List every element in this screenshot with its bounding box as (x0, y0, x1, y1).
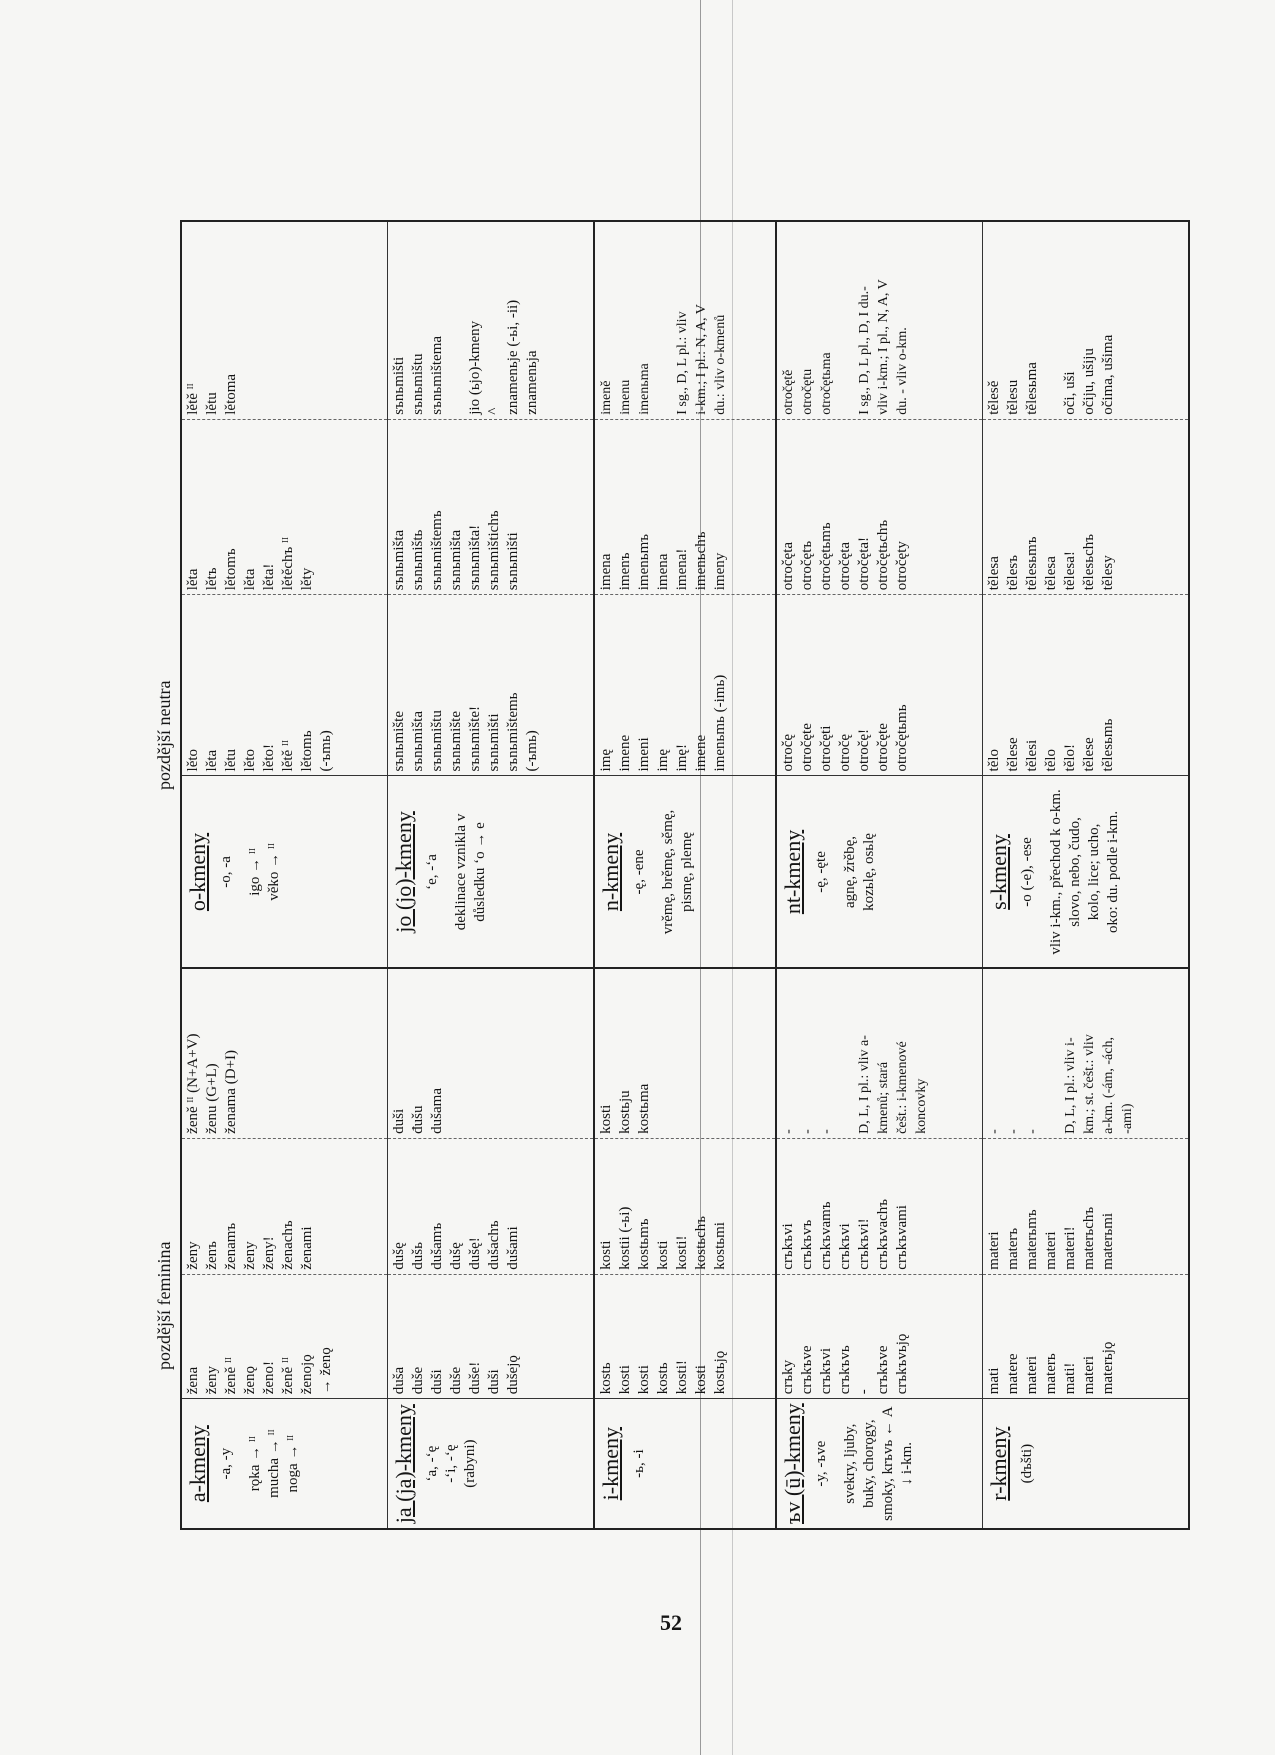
stem-title: nt-kmeny (780, 829, 806, 915)
neu-du-cell: sъnьmišti sъnьmištu sъnьmištema jio (ьjo)-kmeny ^ znamenьje (-ьi, -ii) znamenьja (387, 221, 593, 419)
neu-pl-cell: sъnьmišta sъnьmištь sъnьmištemъ sъnьmišta sъnьmišta! sъnьmištichъ sъnьmišti (387, 419, 593, 595)
stem-ending: -y, -ъve (813, 1440, 830, 1487)
header-feminina: pozdější feminina (154, 1241, 174, 1370)
neu-sg-cell: otročę otročęte otročęti otročę otročę! otročęte otročętьmь (776, 595, 982, 776)
neu-label-cell (594, 776, 776, 969)
fem-label-cell (181, 1399, 387, 1529)
fem-du-cell: ženě ᴵᴵ (N+A+V) ženu (G+L) ženama (D+I) (181, 968, 387, 1138)
neu-du-cell: lětě ᴵᴵ lětu lětoma (181, 221, 387, 419)
fem-pl-cell: dušę dušь dušamъ dušę dušę! dušachъ dušami (387, 1138, 593, 1274)
stem-ending: ‘e, -‘a (423, 854, 440, 890)
table-row (983, 221, 1190, 1529)
neu-pl-cell: imena imenъ imenьmъ imena imena! imenьchъ imeny (594, 419, 776, 595)
stem-title: ja (ja)-kmeny (390, 1404, 416, 1524)
stem-title: n-kmeny (597, 832, 623, 912)
stem-title: a-kmeny (185, 1425, 210, 1503)
neu-sg-cell: lěto lěta lětu lěto lěto! lětě ᴵᴵ lětomь (-ъmь) (181, 595, 387, 776)
stem-ending: -o, -a (218, 856, 234, 888)
stem-title: s-kmeny (986, 834, 1011, 910)
stem-ending: -ę, -ęte (813, 851, 830, 893)
page-number: 52 (660, 1610, 682, 1635)
stem-note: agnę, žrěbę, kozьlę, osьlę (842, 833, 878, 911)
stem-ending: (dъšti) (1019, 1443, 1035, 1484)
header-neutra: pozdější neutra (154, 680, 174, 790)
stem-title: jo (jo)-kmeny (390, 811, 416, 933)
neu-sg-cell: imę imene imeni imę imę! imene imenьmь (-imь) (594, 595, 776, 776)
fem-du-cell: - - - D, L, I pl.: vliv a- kmenů; stará češt.: i-kmenové koncovky (776, 968, 982, 1138)
neu-pl-cell: lěta lětъ lětomъ lěta lěta! lětěchъ ᴵᴵ lěty (181, 419, 387, 595)
fem-sg-cell: mati matere materi materь mati! materi materьjǫ (983, 1274, 1190, 1399)
fem-pl-cell: kosti kostii (-ьi) kostьmъ kosti kosti! kostьchъ kostьmi (594, 1138, 776, 1274)
table-row (776, 221, 982, 1529)
stem-note: vrěmę, brěmę, sěmę, pismę, plemę (659, 809, 695, 935)
neu-du-cell: tělesě tělesu tělesьma oči, uši očiju, ušiju očima, ušima (983, 221, 1190, 419)
table-row (181, 221, 387, 1529)
stem-title: r-kmeny (986, 1426, 1011, 1501)
neu-sg-cell: sъnьmište sъnьmišta sъnьmištu sъnьmište sъnьmište! sъnьmišti sъnьmištemь (-ъmь) (387, 595, 593, 776)
neu-label-cell (181, 776, 387, 969)
fem-sg-cell: kostь kosti kosti kostь kosti! kosti kostьjǫ (594, 1274, 776, 1399)
fem-du-cell: duši đušu dušama (387, 968, 593, 1138)
declension-table-page (154, 220, 1190, 1530)
stem-note: svekry, ljuby, buky, chorǫgy, smoky, krъvь ← A ↓ i-km. (842, 1406, 916, 1521)
stem-ending: -ь, -i (630, 1449, 647, 1478)
stem-ending: -ę, -ene (630, 849, 647, 895)
fem-label-cell (594, 1399, 776, 1529)
table-row (387, 221, 593, 1529)
fem-du-cell: - - - D, L, I pl.: vliv i- km.; st. češt.: vliv a-km. (-ám, -ách, -ami) (983, 968, 1190, 1138)
stem-ending: -o (-e), -ese (1019, 837, 1035, 907)
stem-ending: -a, -y (218, 1447, 234, 1480)
stem-note: deklinace vznikla v důsledku ‘o → e (452, 813, 488, 931)
neu-label-cell (387, 776, 593, 969)
neu-label-cell (776, 776, 982, 969)
stem-title: i-kmeny (597, 1426, 623, 1501)
neu-sg-cell: tělo tělese tělesi tělo tělo! tělese tělesьmь (983, 595, 1190, 776)
stem-title: ъv (ū)-kmeny (780, 1403, 806, 1524)
neu-du-cell: imeně imenu imenьma I sg., D, L pl.: vliv i-km.; I pl.: N, A, V du.: vliv o-kmenů (594, 221, 776, 419)
fem-sg-cell: žena ženy ženě ᴵᴵ ženǫ ženo! ženě ᴵᴵ ženojǫ → ženǫ (181, 1274, 387, 1399)
stem-note: rǫka → ᴵᴵ mucha → ᴵᴵ noga → ᴵᴵ (247, 1429, 301, 1498)
declension-table (180, 220, 1190, 1530)
neu-label-cell (983, 776, 1190, 969)
stem-title: o-kmeny (185, 832, 210, 912)
stem-ending: ‘a, -‘ę -‘i, -‘ę (rabyni) (423, 1439, 478, 1488)
fem-pl-cell: crъkъvi crъkъvъ crъkъvamъ crъkъvi crъkъvi! crъkъvachъ crъkъvami (776, 1138, 982, 1274)
fem-label-cell (983, 1399, 1190, 1529)
fem-du-cell: kosti kostьju kostьma (594, 968, 776, 1138)
neu-pl-cell: tělesa tělesъ tělesьmъ tělesa tělesa! tělesьchъ tělesy (983, 419, 1190, 595)
neu-pl-cell: otročęta otročętъ otročętьmъ otročęta otročęta! otročętьchъ otročęty (776, 419, 982, 595)
fem-sg-cell: duša duše duši duše duše! duši dušejǫ (387, 1274, 593, 1399)
stem-note: vliv i-km., přechod k o-km. slovo, nebo, čudo, kolo, lice; ucho, oko: du. podle i-km. (1048, 789, 1121, 955)
table-row (594, 221, 776, 1529)
fem-label-cell (387, 1399, 593, 1529)
fem-pl-cell: ženy ženъ ženamъ ženy ženy! ženachъ ženami (181, 1138, 387, 1274)
neu-du-cell: otročętě otročętu otročętьma I sg., D, L pl., D, I du.- vliv i-km.; I pl., N, A, V du. - vliv o-km. (776, 221, 982, 419)
fem-sg-cell: crъky crъkъve crъkъvi crъkъvь - crъkъve crъkъvьjǫ (776, 1274, 982, 1399)
fem-label-cell (776, 1399, 982, 1529)
stem-note: igo → ᴵᴵ věko → ᴵᴵ (247, 843, 282, 901)
fem-pl-cell: materi materъ materьmъ materi materi! materьchъ materьmi (983, 1138, 1190, 1274)
